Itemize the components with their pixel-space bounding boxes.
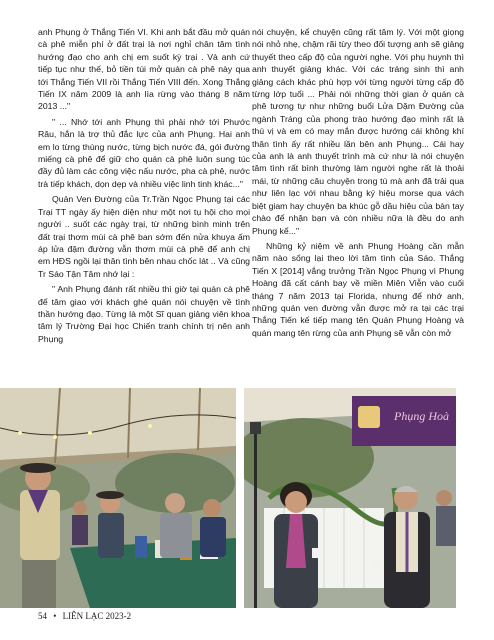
paragraph: anh Phụng ở Thắng Tiến VI. Khi anh bắt đầu mở quán cà phê miễn phí ở đất trại là nơi nghỉ chân tâm tình hướng đạo cho anh chị em suốt kỳ trại . Và anh cứ tiếp tục như thế, bỏ tiền túi mở quán cà phê này qua tới Thắng Tiến VII rồi Thắng Tiến VIII đến. Xong Thắng Tiến IX năm 2009 là anh lìa rừng vào tháng 8 năm 2013 ..." — [38, 27, 250, 112]
banner-text: Phụng Hoà — [394, 409, 449, 423]
page-number: 54 — [38, 611, 47, 621]
publication-name: LIÊN LẠC 2023-2 — [62, 611, 132, 621]
photo-illustration — [0, 388, 236, 608]
photo-coffee-stand-scouts — [0, 388, 236, 608]
article-column-right — [252, 26, 464, 339]
photo-illustration — [244, 388, 456, 608]
photo-cafe-banner-guests — [244, 388, 456, 608]
paragraph: " ... Nhớ tới anh Phụng thì phải nhớ tới Phước Râu, hắn là trợ thủ đắc lực của anh Phụng. Hai anh em lo từng thùng nước, từng bịch nước đá, gói đường miếng cà phê để giữ cho quán cà phê luôn sung túc đầy đủ làm các công việc nấu nước, pha cà phê, nước trà tiếp khách, dọn dẹp và nhiều việc linh tinh khác..." — [38, 116, 250, 189]
paragraph: Những kỷ niệm về anh Phụng Hoàng cần mẫn năm nào sống lại theo lời tâm tình của Sáo. Thắng Tiến X [2014] vắng trưởng Trần Ngọc Phụng vì Phụng Hoàng đã cất cánh bay về miền Miên Viễn vào cuối tháng 7 năm 2013 tại Florida, nhưng để nhớ anh, những quán ven đường vẫn được mở ra tại các trại Thắng Tiến kế tiếp mang tên Quán Phụng Hoàng và quán mang tên rừng của anh Phụng sẽ vẫn còn mở — [252, 240, 464, 338]
page-footer — [38, 611, 131, 621]
paragraph: Quản Ven Đường của Tr.Trần Ngọc Phụng tại các Trại TT ngày ấy hiện diện như một nơi tụ hội cho mọi người .. suốt các ngày trại, từ những bình minh trên đất trại thơm mùi cà phê ban sớm đến nửa khuya ấm áp lửa đậm đường vẫn thơm mùi cà phê để anh chị em HĐS ngồi lại thân tình bên nhau chốc lát .. Và cũng Tr Sáo Tận Tâm nhớ lại : — [38, 194, 250, 279]
paragraph: " Anh Phụng đánh rất nhiều thì giờ tại quán cà phê để tâm giao với khách ghé quán nói chuyện về tình thần hướng đạo. Từng là một Sĩ quan giảng viên khoa tâm lý Trường Đại học Chiến tranh chính trị nên anh Phụng — [38, 284, 250, 344]
footer-separator: • — [53, 611, 57, 621]
paragraph: nói chuyện, kể chuyện cũng rất tâm lý. Với một giọng nói nhỏ nhẹ, chậm rãi từy theo đối tượng anh sẽ giảng thuyết theo cấp độ của người nghe. Với phụ huynh thì anh thuyết giảng khác. Với các tráng sinh thì anh giảng cách khác phù hợp với từng người từng cấp độ từng lớp tuổi ... Phải nói những thời gian ở quán cà phê tương tự như những buổi Lửa Dặm Đường của ngành Tráng của phong trào hướng đạo mình rất là thú vị và em có may mắn được hướng cái không khí thân tình ấy rất nhiều lần bên anh Phụng... Cái hay của anh là anh thuyết trình mà cứ như là nói chuyện tâm tình rất bình thường làm người nghe rất là thoải mái, từ những câu chuyện trong tù mà anh đã trải qua như liên lạc với nhau bằng ký hiệu morse qua vách biệt giam hay chuyện ba khúc gỗ dầu hiệu của bàn tay chào để nhận bạn và còn nhiều nữa là đều do anh Phụng kể..." — [252, 27, 464, 236]
coffee-cup-graphic — [358, 406, 380, 428]
article-column-left — [38, 26, 250, 345]
